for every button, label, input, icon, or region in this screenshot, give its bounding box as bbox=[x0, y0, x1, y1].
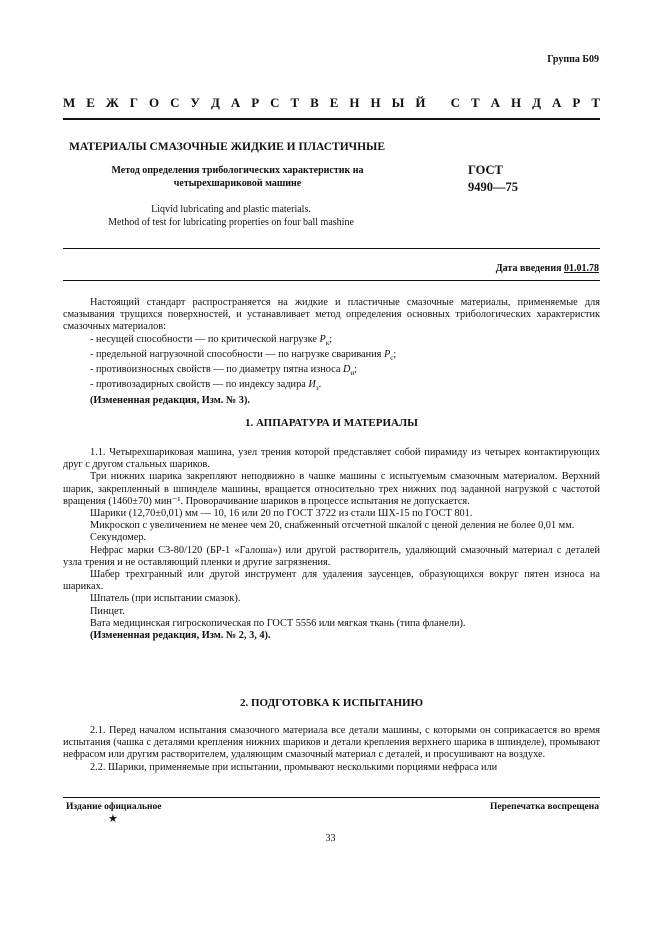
paragraph: 1.1. Четырехшариковая машина, узел трения которой представляет собой пирамиду из четырех контактирующих друг с другом стальных шариков. bbox=[63, 447, 600, 471]
group-code: Группа Б09 bbox=[547, 54, 599, 65]
banner-letter: Г bbox=[129, 95, 138, 110]
banner-letter: Р bbox=[572, 95, 581, 110]
standard-banner bbox=[63, 95, 600, 111]
document-title: МАТЕРИАЛЫ СМАЗОЧНЫЕ ЖИДКИЕ И ПЛАСТИЧНЫЕ bbox=[69, 141, 386, 153]
paragraph: Три нижних шарика закрепляют неподвижно в чашке машины с испытуемым смазочным материалом. Верхний шарик, закрепленный в шпинделе машины, вращается относительно трех нижних под заданной нагрузкой с частотой вращения (1460±70) мин⁻¹. Проворачивание шариков в процессе испытания не допускается. bbox=[63, 471, 600, 507]
list-item: - противозадирных свойств — по индексу задира $И_з$. bbox=[90, 379, 322, 393]
banner-letter: У bbox=[190, 95, 200, 110]
banner-letter: Т bbox=[471, 95, 480, 110]
banner-letter: Е bbox=[329, 95, 339, 110]
section-heading-2: 2. ПОДГОТОВКА К ИСПЫТАНИЮ bbox=[240, 697, 423, 709]
banner-letter: В bbox=[310, 95, 319, 110]
paragraph: Шпатель (при испытании смазок). bbox=[90, 593, 241, 605]
paragraph: Пинцет. bbox=[90, 605, 125, 617]
banner-letter: Н bbox=[511, 95, 522, 110]
paragraph: Шарики (12,70±0,01) мм — 10, 16 или 20 по ГОСТ 3722 из стали ШХ-15 по ГОСТ 801. bbox=[90, 508, 473, 520]
gost-number bbox=[468, 162, 518, 196]
gost-label: ГОСТ bbox=[468, 163, 503, 177]
method-subtitle: Метод определения трибологических характеристик на четырехшариковой машине bbox=[111, 165, 364, 189]
list-item: - несущей способности — по критической нагрузке $P_к$; bbox=[90, 333, 333, 347]
banner-letter: А bbox=[552, 95, 562, 110]
date-rule bbox=[63, 280, 600, 281]
banner-letter: С bbox=[450, 95, 461, 110]
english-title bbox=[86, 203, 376, 229]
english-title-line-2: Method of test for lubricating properties on four ball mashine bbox=[108, 217, 354, 228]
section-2-body bbox=[63, 725, 600, 774]
paragraph: 2.2. Шарики, применяемые при испытании, промывают несколькими порциями нефраса или bbox=[90, 761, 498, 773]
section-1-body bbox=[63, 447, 600, 642]
date-label: Дата введения bbox=[495, 263, 562, 274]
intro-paragraph: Настоящий стандарт распространяется на жидкие и пластичные смазочные материалы, применяемые для смазывания трущихся поверхностей, и устанавливает метод определения основных трибологических характеристик смазочных материалов: bbox=[63, 297, 600, 333]
paragraph: Микроскоп с увеличением не менее чем 20, снабженный отсчетной шкалой с ценой деления не более 0,01 мм. bbox=[90, 520, 575, 532]
banner-letter: Н bbox=[349, 95, 360, 110]
date-value: 01.01.78 bbox=[564, 263, 599, 274]
banner-letter: Н bbox=[370, 95, 381, 110]
banner-letter: С bbox=[170, 95, 180, 110]
list-item: - предельной нагрузочной способности — по нагрузке сваривания $P_с$; bbox=[90, 348, 397, 362]
banner-letter: О bbox=[148, 95, 160, 110]
banner-letter: А bbox=[490, 95, 501, 110]
section-heading-1: 1. АППАРАТУРА И МАТЕРИАЛЫ bbox=[245, 417, 418, 429]
paragraph: 2.1. Перед началом испытания смазочного материала все детали машины, с которыми он соприкасается во время испытания (чашка с деталями крепления нижних шариков и детали крепления верхнего шарика в шпинделе), промывают нефрасом или другим растворителем, удаляющим смазочный материал с деталей, и просушивают на воздухе. bbox=[63, 725, 600, 761]
page-number: 33 bbox=[325, 833, 336, 844]
introduction-date bbox=[496, 263, 599, 274]
banner-letter: Ж bbox=[105, 95, 119, 110]
title-rule bbox=[63, 248, 600, 249]
english-title-line-1: Liqvid lubricating and plastic materials. bbox=[151, 204, 311, 215]
paragraph: Шабер трехгранный или другой инструмент для удаления заусенцев, образующихся вокруг пятен износа на шариках. bbox=[63, 569, 600, 593]
banner-letter: Д bbox=[210, 95, 220, 110]
footer-rule bbox=[63, 797, 600, 798]
intro-section bbox=[63, 297, 600, 407]
banner-letter: С bbox=[270, 95, 280, 110]
header-rule bbox=[63, 118, 600, 120]
paragraph: Секундомер. bbox=[90, 532, 147, 544]
banner-letter: А bbox=[230, 95, 241, 110]
list-item: - противоизносных свойств — по диаметру пятна износа $D_и$; bbox=[90, 364, 358, 378]
paragraph: Нефрас марки С3-80/120 (БР-1 «Галоша») или другой растворитель, удаляющий смазочный материал с деталей узла трения и не оставляющий пленки и другие загрязнения. bbox=[63, 544, 600, 568]
banner-letter: Т bbox=[591, 95, 600, 110]
paragraph: Вата медицинская гигроскопическая по ГОСТ 5556 или мягкая ткань (типа фланели). bbox=[90, 617, 466, 629]
reprint-prohibited-label: Перепечатка воспрещена bbox=[489, 802, 599, 812]
gost-code: 9490—75 bbox=[468, 180, 518, 194]
banner-letter: Е bbox=[86, 95, 95, 110]
banner-letter: Р bbox=[251, 95, 260, 110]
amendment-note: (Измененная редакция, Изм. № 2, 3, 4). bbox=[90, 630, 271, 642]
star-icon: ★ bbox=[108, 813, 118, 825]
banner-letter bbox=[436, 95, 439, 111]
amendment-note: (Измененная редакция, Изм. № 3). bbox=[90, 394, 250, 406]
official-edition-label: Издание официальное bbox=[66, 802, 162, 812]
banner-letter: Ы bbox=[391, 95, 405, 110]
banner-letter: Й bbox=[415, 95, 426, 110]
banner-letter: Т bbox=[290, 95, 300, 110]
banner-letter: М bbox=[63, 95, 76, 110]
banner-letter: Д bbox=[532, 95, 542, 110]
